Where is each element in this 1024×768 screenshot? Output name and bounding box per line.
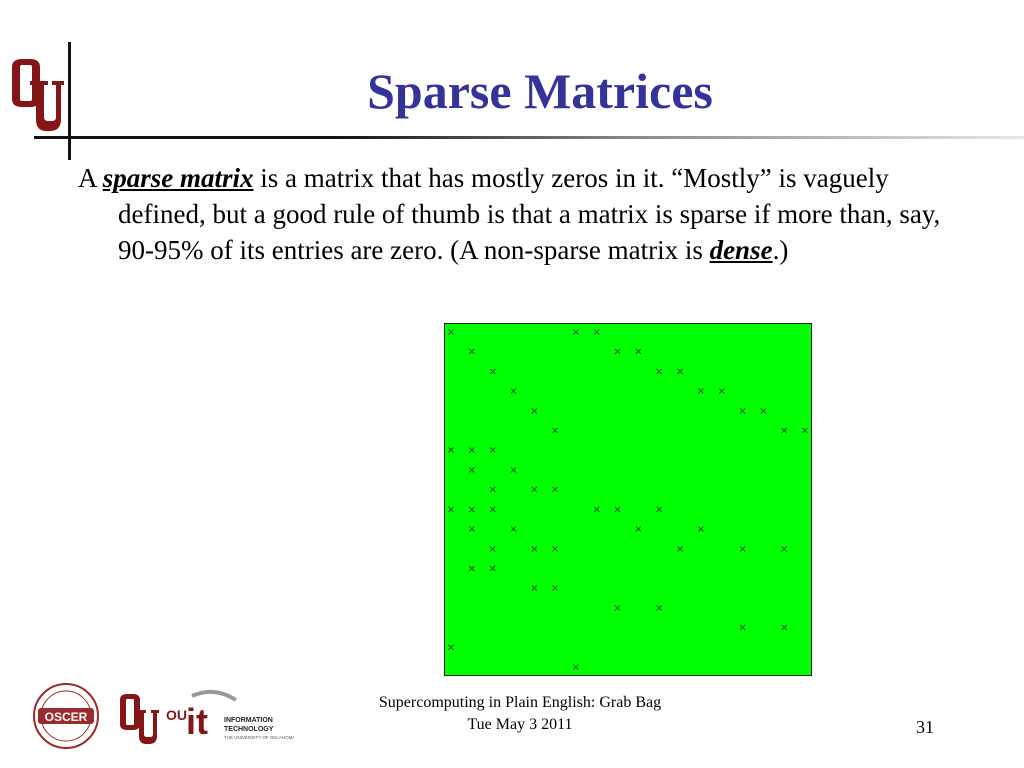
nonzero-mark: × [488, 563, 497, 575]
body-paragraph [78, 160, 978, 268]
svg-text:TECHNOLOGY: TECHNOLOGY [224, 726, 274, 733]
nonzero-mark: × [509, 524, 518, 536]
oscer-seal-icon [34, 684, 98, 748]
nonzero-mark: × [509, 386, 518, 398]
nonzero-mark: × [613, 504, 622, 516]
nonzero-mark: × [550, 484, 560, 496]
body-text-middle: is a matrix that has mostly zeros in it. “Mostly” is vaguely defined, but a good rule of thumb is that a matrix is sparse if more than, say, 90-95% of its entries are zero. (A non-sparse matrix is [118, 163, 941, 265]
nonzero-mark: × [779, 622, 789, 634]
nonzero-mark: × [488, 366, 497, 378]
nonzero-mark: × [550, 543, 560, 555]
footer-course-title: Supercomputing in Plain English: Grab Bag [378, 694, 662, 711]
nonzero-mark: × [613, 602, 622, 614]
body-text-start: A [78, 163, 103, 193]
nonzero-mark: × [759, 405, 768, 417]
nonzero-mark: × [467, 445, 477, 457]
term-sparse-matrix: sparse matrix [102, 163, 254, 193]
nonzero-mark: × [738, 543, 747, 555]
nonzero-mark: × [613, 346, 622, 358]
slide-title: Sparse Matrices [367, 63, 713, 119]
nonzero-mark: × [530, 583, 539, 595]
nonzero-mark: × [467, 346, 477, 358]
nonzero-mark: × [446, 445, 456, 457]
matrix-marks [445, 324, 811, 675]
footer-caption [300, 692, 740, 736]
nonzero-mark: × [467, 504, 477, 516]
ou-logo-icon [8, 55, 66, 137]
svg-text:THE UNIVERSITY OF OKLAHOMA: THE UNIVERSITY OF OKLAHOMA [224, 735, 294, 740]
nonzero-mark: × [779, 543, 789, 555]
svg-text:OU: OU [166, 707, 187, 723]
nonzero-mark: × [550, 425, 560, 437]
ou-footer-logo-icon [120, 694, 159, 744]
nonzero-mark: × [446, 642, 456, 654]
nonzero-mark: × [634, 346, 643, 358]
nonzero-mark: × [655, 504, 664, 516]
svg-text:INFORMATION: INFORMATION [224, 717, 273, 724]
nonzero-mark: × [592, 504, 601, 516]
nonzero-mark: × [550, 583, 560, 595]
nonzero-mark: × [655, 366, 664, 378]
nonzero-mark: × [675, 543, 685, 555]
nonzero-mark: × [738, 622, 747, 634]
nonzero-mark: × [592, 327, 601, 338]
nonzero-mark: × [530, 484, 539, 496]
nonzero-mark: × [779, 425, 789, 437]
nonzero-mark: × [696, 524, 706, 536]
nonzero-mark: × [634, 524, 643, 536]
nonzero-mark: × [488, 543, 497, 555]
nonzero-mark: × [696, 386, 706, 398]
footer-logos [24, 682, 294, 752]
nonzero-mark: × [488, 504, 497, 516]
nonzero-mark: × [717, 386, 726, 398]
vertical-divider [68, 42, 71, 160]
nonzero-mark: × [571, 662, 581, 673]
nonzero-mark: × [488, 445, 497, 457]
nonzero-mark: × [530, 543, 539, 555]
nonzero-mark: × [800, 425, 810, 437]
nonzero-mark: × [675, 366, 685, 378]
nonzero-mark: × [509, 464, 518, 476]
nonzero-mark: × [467, 464, 477, 476]
nonzero-mark: × [467, 524, 477, 536]
body-text-end: .) [772, 235, 789, 265]
nonzero-mark: × [488, 484, 497, 496]
nonzero-mark: × [738, 405, 747, 417]
term-dense: dense [709, 235, 773, 265]
nonzero-mark: × [571, 327, 581, 338]
nonzero-mark: × [467, 563, 477, 575]
information-technology-logo-icon [166, 692, 294, 742]
svg-text:it: it [186, 701, 208, 742]
nonzero-mark: × [530, 405, 539, 417]
footer-date: Tue May 3 2011 [467, 716, 573, 733]
page-number: 31 [916, 717, 934, 737]
nonzero-mark: × [655, 602, 664, 614]
nonzero-mark: × [446, 504, 456, 516]
sparse-matrix-diagram [444, 323, 812, 676]
svg-text:OSCER: OSCER [44, 710, 88, 724]
nonzero-mark: × [446, 327, 456, 338]
horizontal-divider [34, 136, 1024, 139]
